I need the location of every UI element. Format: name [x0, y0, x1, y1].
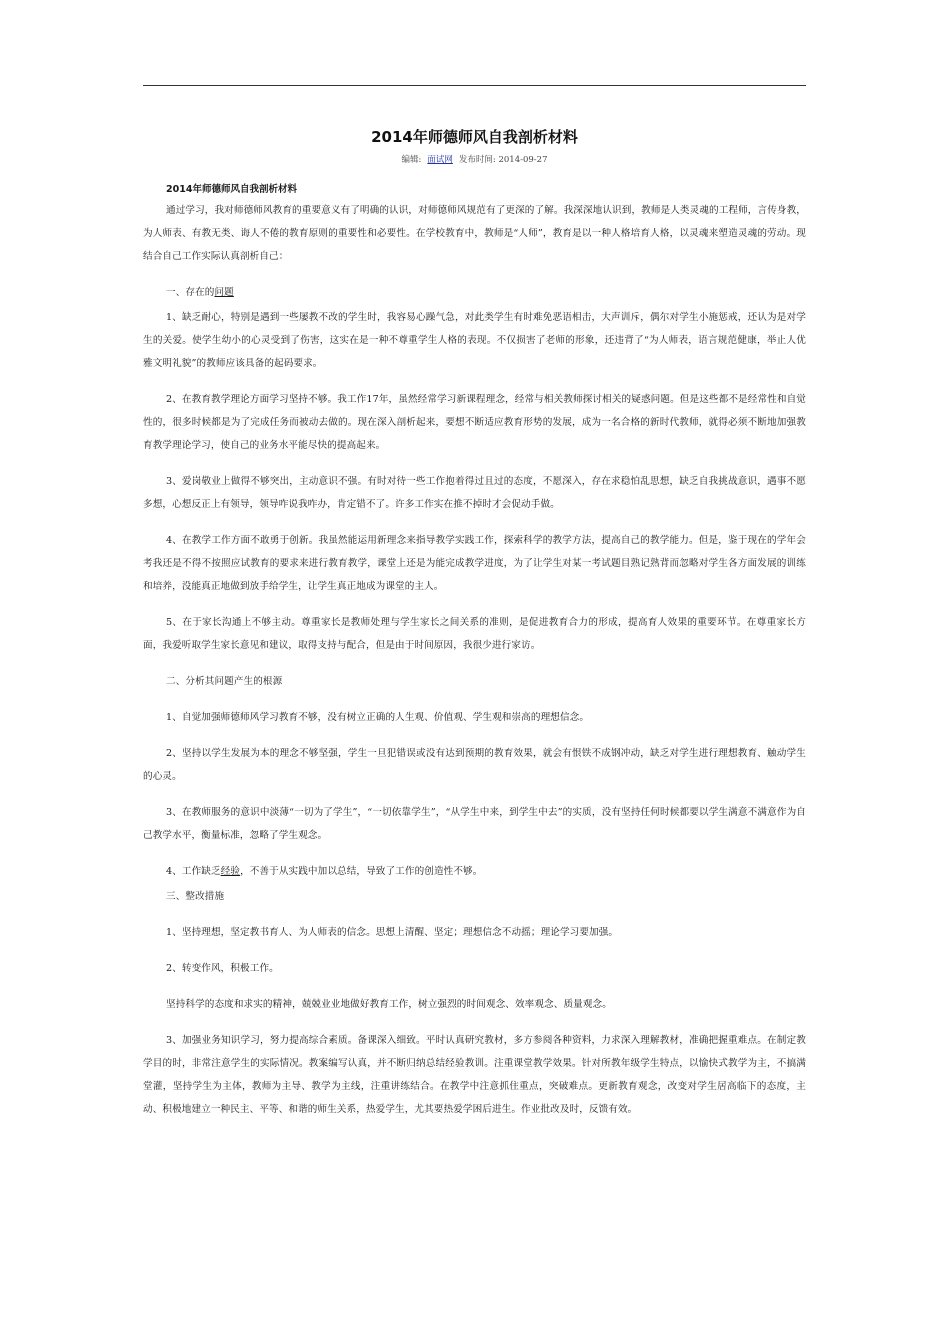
article: [143, 126, 806, 1121]
paragraph-2-2: 2、坚持以学生发展为本的理念不够坚强，学生一旦犯错误或没有达到预期的教育效果，就会有恨铁不成钢冲动，缺乏对学生进行理想教育、触动学生的心灵。: [143, 748, 806, 782]
paragraph-3-1: 1、坚持理想，坚定教书育人、为人师表的信念。思想上清醒、坚定；理想信念不动摇；理论学习要加强。: [166, 927, 619, 938]
problem-link[interactable]: 问题: [214, 287, 234, 298]
header-divider: [143, 85, 806, 86]
paragraph-2-1: 1、自觉加强师德师风学习教育不够，没有树立正确的人生观、价值观、学生观和崇高的理想信念。: [166, 712, 590, 723]
paragraph-3-2: 2、转变作风，积极工作。: [166, 963, 279, 974]
date-label: 发布时间:: [458, 155, 496, 165]
intro-paragraph: 通过学习，我对师德师风教育的重要意义有了明确的认识，对师德师风规范有了更深的了解。我深深地认识到，教师是人类灵魂的工程师，言传身教，为人师表、有教无类、诲人不倦的教育原则的重要性和必要性。在学校教育中，教师是“人师”，教育是以一种人格培育人格，以灵魂来塑造灵魂的劳动。现结合自己工作实际认真剖析自己：: [143, 205, 806, 262]
paragraph-2-4-prefix: 4、工作缺乏: [166, 866, 221, 877]
paragraph-2-3: 3、在教师服务的意识中淡薄“一切为了学生”，“一切依靠学生”，“从学生中来，到学生中去”的实质，没有坚持任何时候都要以学生满意不满意作为自己教学水平，衡量标准，忽略了学生观念。: [143, 807, 806, 841]
experience-link[interactable]: 经验: [220, 866, 241, 877]
paragraph-1-5: 5、在于家长沟通上不够主动。尊重家长是教师处理与学生家长之间关系的准则，是促进教育合力的形成，提高育人效果的重要环节。在尊重家长方面，我爱听取学生家长意见和建议，取得支持与配合，但是由于时间原因，我很少进行家访。: [143, 617, 806, 651]
article-subheading: 2014年师德师风自我剖析材料: [166, 184, 297, 195]
article-title: 2014年师德师风自我剖析材料: [371, 128, 578, 146]
section-heading-1: [143, 281, 806, 304]
publish-date: 2014-09-27: [498, 155, 548, 165]
paragraph-3-2b: 坚持科学的态度和求实的精神，兢兢业业地做好教育工作，树立强烈的时间观念、效率观念、质量观念。: [166, 999, 612, 1010]
paragraph-1-1: 1、缺乏耐心，特别是遇到一些屡教不改的学生时，我容易心躁气急，对此类学生有时难免恶语相击，大声训斥，偶尔对学生小施惩戒，还认为是对学生的关爱。使学生幼小的心灵受到了伤害，这实在是一种不尊重学生人格的表现。不仅损害了老师的形象，还违背了“为人师表，语言规范健康，举止人优雅文明礼貌”的教师应该具备的起码要求。: [143, 312, 806, 369]
paragraph-3-3: 3、加强业务知识学习，努力提高综合素质。备课深入细致。平时认真研究教材，多方参阅各种资料，力求深入理解教材，准确把握重难点。在制定教学目的时，非常注意学生的实际情况。教案编写认真，并不断归纳总结经验教训。注重课堂教学效果。针对所教年级学生特点，以愉快式教学为主，不搞满堂灌，坚持学生为主体，教师为主导、教学为主线，注重讲练结合。在教学中注意抓住重点，突破难点。更新教育观念，改变对学生居高临下的态度，主动、积极地建立一种民主、平等、和谐的师生关系，热爱学生，尤其要热爱学困后进生。作业批改及时，反馈有效。: [143, 1035, 806, 1115]
section-heading-2: 二、分析其问题产生的根源: [166, 676, 283, 687]
paragraph-1-3: 3、爱岗敬业上做得不够突出，主动意识不强。有时对待一些工作抱着得过且过的态度，不愿深入，存在求稳怕乱思想，缺乏自我挑战意识，遇事不愿多想，心想反正上有领导，领导咋说我咋办，肯定错不了。许多工作实在推不掉时才会促动手做。: [143, 476, 806, 510]
author-link[interactable]: 面试网: [427, 155, 453, 165]
editor-label: 编辑:: [401, 155, 422, 165]
paragraph-1-2: 2、在教育教学理论方面学习坚持不够。我工作17年，虽然经常学习新课程理念，经常与相关教师探讨相关的疑惑问题。但是这些都不是经常性和自觉性的，很多时候都是为了完成任务而被动去做的。现在深入剖析起来，要想不断适应教育形势的发展，成为一名合格的新时代教师，就得必须不断地加强教育教学理论学习，使自己的业务水平能尽快的提高起来。: [143, 394, 806, 451]
section-heading-1-prefix: 一、存在的: [166, 287, 215, 298]
article-meta: [143, 154, 806, 166]
paragraph-1-4: 4、在教学工作方面不敢勇于创新。我虽然能运用新理念来指导教学实践工作，探索科学的教学方法，提高自己的教学能力。但是，鉴于现在的学年会考我还是不得不按照应试教育的要求来进行教育教学，课堂上还是为能完成教学进度，为了让学生对某一考试题目熟记熟背而忽略对学生各方面发展的训练和培养，没能真正地做到放手给学生，让学生真正地成为课堂的主人。: [143, 535, 806, 592]
paragraph-2-4-suffix: ，不善于从实践中加以总结，导致了工作的创造性不够。: [240, 866, 483, 877]
section-heading-3: 三、整改措施: [166, 891, 225, 902]
paragraph-2-4: [143, 860, 806, 883]
